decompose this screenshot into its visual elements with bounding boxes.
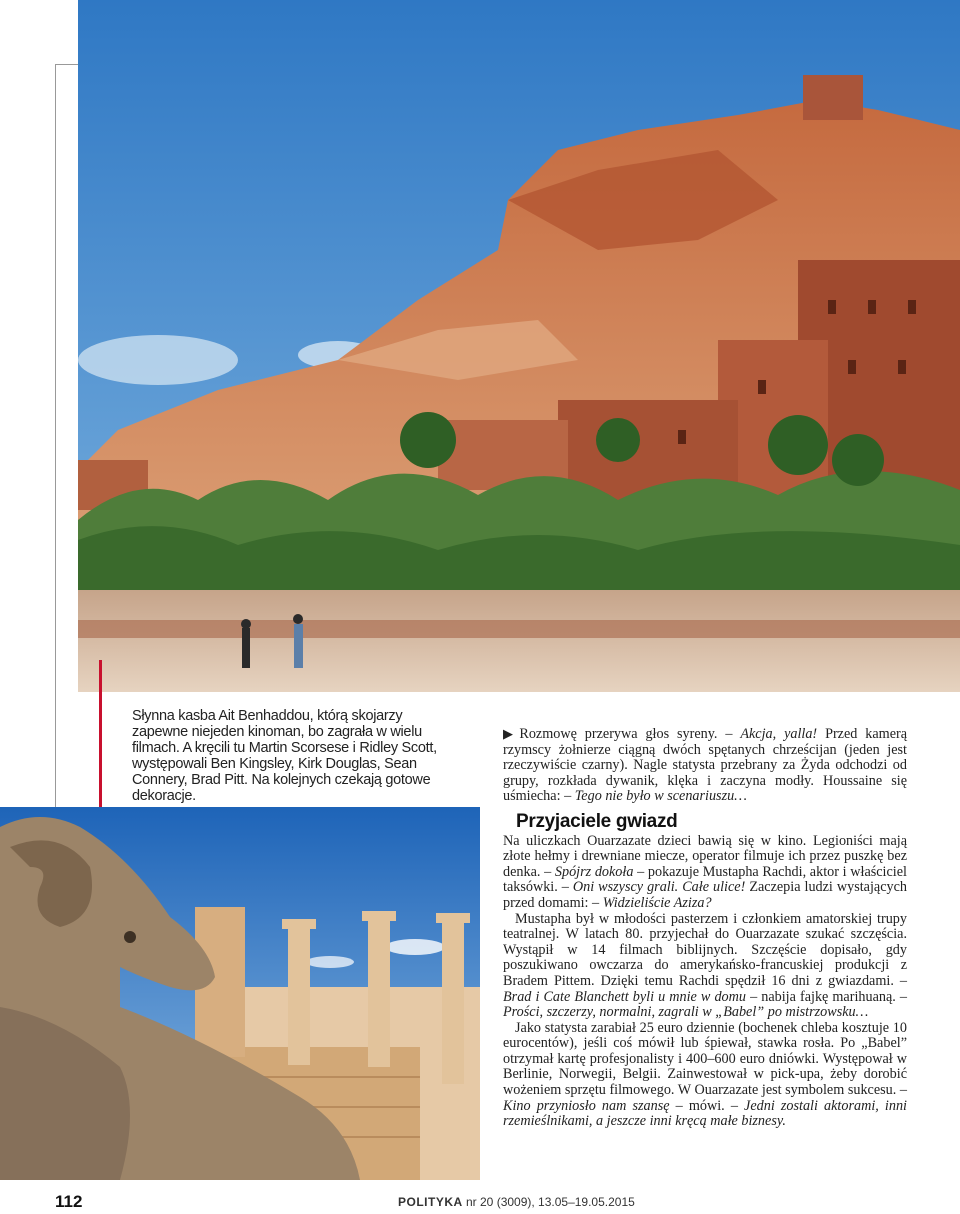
page-footer <box>0 1192 960 1214</box>
photo-film-set <box>0 807 480 1180</box>
margin-rule-top <box>55 64 78 65</box>
text-run: Rozmowę przerywa głos syreny. – <box>519 726 741 742</box>
quote: Spójrz dokoła <box>554 863 634 880</box>
quote-script: Tego nie było w scenariuszu… <box>574 788 747 805</box>
photo-kasba <box>78 0 960 692</box>
text-run: Jako statysta zarabiał 25 euro dziennie (bochenek chleba kosztuje 10 eurocentów), jeśli coś mówił lub śpiewał, stawka rosła. Po „Babel” otrzymał kartę profesjonalisty i 400–600 euro dniówki. Występował w Berlinie, Norwegii, Belgii. Zainwestował w pick-upa, żeby dorobić wożeniem sprzętu filmowego. W Ouarzazate jest symbolem sukcesu. – <box>503 1019 907 1099</box>
play-marker-icon: ▶ <box>503 727 518 742</box>
article-column <box>503 727 907 1130</box>
text-run: Mustapha był w młodości pasterzem i członkiem amatorskiej trupy teatralnej. W latach 80. przyjechał do Ouarzazate szukać szczęścia. Wystąpił w 14 filmach biblijnych. Szczęście dopisało, gdy poszukiwano owczarza do amerykańsko-francuskiej produkcji z Bradem Pittem. Dzięki temu Rachdi spędził 16 dni z gwiazdami. – <box>503 910 907 989</box>
quote: Oni wszyscy grali. Całe ulice! <box>572 879 746 896</box>
paragraph <box>503 912 907 1021</box>
quote-action: Akcja, yalla! <box>740 726 818 742</box>
magazine-brand: POLITYKA <box>398 1195 463 1209</box>
page-number: 112 <box>55 1192 83 1211</box>
issue-details: nr 20 (3009), 13.05–19.05.2015 <box>462 1195 635 1209</box>
text-run: – pokazuje Mustapha Rachdi, aktor i właściciel taksówki. – <box>503 863 907 896</box>
quote: Kino przyniosło nam szansę <box>503 1097 670 1114</box>
text-run: Zaczepia ludzi wystających przed domami: – <box>503 879 907 911</box>
text-run: – mówi. – <box>669 1097 745 1114</box>
paragraph <box>503 834 907 912</box>
quote: Brad i Cate Blanchett byli u mnie w domu <box>503 988 746 1005</box>
film-set-illustration <box>0 807 480 1180</box>
text-run: – nabija fajkę marihuaną. – <box>746 988 907 1005</box>
text-run: Na uliczkach Ouarzazate dzieci bawią się w kino. Legioniści mają złote hełmy i drewniane miecze, operator filmuje ich przez puszkę bez denka. – <box>503 832 907 880</box>
paragraph-intro <box>503 727 907 805</box>
photo-caption: Słynna kasba Ait Benhaddou, którą skojarzy zapewne niejeden kinoman, bo zagrała w wielu filmach. A kręcili tu Martin Scorsese i Ridley Scott, występowali Ben Kingsley, Kirk Douglas, Sean Connery, Brad Pitt. Na kolejnych czekają gotowe dekoracje. <box>132 708 437 804</box>
quote: Jedni zostali aktorami, inni rzemieślnikami, a jeszcze inni kręcą małe biznesy. <box>503 1097 907 1130</box>
text-run: Przed kamerą rzymscy żołnierze ciągną dwóch spętanych chrześcijan (jeden jest rzeczywiście czarny). Nagle statysta przebrany za Żyda odchodzi od grupy, rozkłada dywanik, klęka i zaczyna modły. Houssaine się uśmiecha: – <box>503 726 908 805</box>
quote: Widzieliście Aziza? <box>602 894 712 911</box>
issue-info <box>398 1195 635 1209</box>
caption-accent-rule <box>99 660 102 820</box>
quote: Prości, szczerzy, normalni, zagrali w „Babel” po mistrzowsku… <box>503 1004 869 1021</box>
kasba-illustration <box>78 0 960 692</box>
paragraph <box>503 1021 907 1130</box>
section-heading: Przyjaciele gwiazd <box>516 810 678 832</box>
